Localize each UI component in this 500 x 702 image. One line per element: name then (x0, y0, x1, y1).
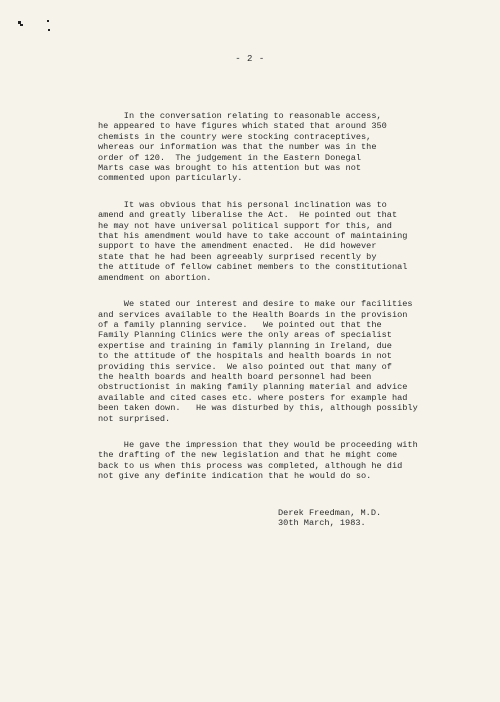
text-line: to the attitude of the hospitals and health boards in not (98, 351, 392, 362)
text-line: the drafting of the new legislation and that he might come (98, 450, 398, 461)
text-line: of a family planning service. We pointed out that the (98, 319, 382, 330)
paragraph (98, 200, 470, 283)
text-line: that his amendment would have to take account of maintaining (98, 231, 408, 242)
paragraph (98, 111, 470, 184)
ink-mark (48, 29, 50, 31)
signature-block (278, 508, 381, 529)
signature-name: Derek Freedman, M.D. (278, 508, 382, 518)
ink-mark (47, 20, 49, 22)
text-line: whereas our information was that the number was in the (98, 142, 377, 153)
text-line: In the conversation relating to reasonable access, (98, 111, 382, 121)
text-line: commented upon particularly. (98, 173, 243, 184)
text-line: he appeared to have figures which stated that around 350 (98, 121, 387, 132)
text-line: Family Planning Clinics were the only areas of specialist (98, 330, 392, 341)
text-line: We stated our interest and desire to make our facilities (98, 299, 413, 310)
text-line: expertise and training in family planning in Ireland, due (98, 340, 392, 351)
text-line: the health boards and health board personnel had been (98, 371, 372, 382)
text-line: not surprised. (98, 413, 171, 424)
text-line: the attitude of fellow cabinet members to the constitutional (98, 262, 408, 273)
text-line: amendment on abortion. (98, 272, 212, 283)
text-line: chemists in the country were stocking contraceptives, (98, 131, 372, 142)
text-line: Marts case was brought to his attention but was not (98, 163, 362, 174)
page-number: - 2 - (235, 54, 265, 64)
text-line: not give any definite indication that he would do so. (98, 471, 372, 482)
text-line: support to have the amendment enacted. He did however (98, 241, 377, 252)
text-line: amend and greatly liberalise the Act. He pointed out that (98, 210, 398, 221)
text-line: order of 120. The judgement in the Eastern Donegal (98, 152, 362, 163)
text-line: providing this service. We also pointed out that many of (98, 361, 392, 372)
paragraph (98, 440, 470, 482)
signature-date: 30th March, 1983. (278, 518, 366, 529)
text-line: available and cited cases etc. where posters for example had (98, 392, 408, 403)
text-line: He gave the impression that they would be proceeding with (98, 439, 418, 450)
text-line: and services available to the Health Boards in the provision (98, 309, 408, 320)
text-line: obstructionist in making family planning material and advice (98, 382, 408, 393)
text-line: state that he had been agreeably surprised recently by (98, 251, 377, 262)
paragraph (98, 299, 470, 424)
text-line: he may not have universal political support for this, and (98, 220, 392, 231)
text-line: back to us when this process was completed, although he did (98, 460, 403, 471)
text-line: It was obvious that his personal inclination was to (98, 199, 387, 210)
ink-mark (20, 24, 23, 26)
text-line: been taken down. He was disturbed by this, although possibly (98, 403, 418, 414)
letter-body (98, 111, 470, 498)
